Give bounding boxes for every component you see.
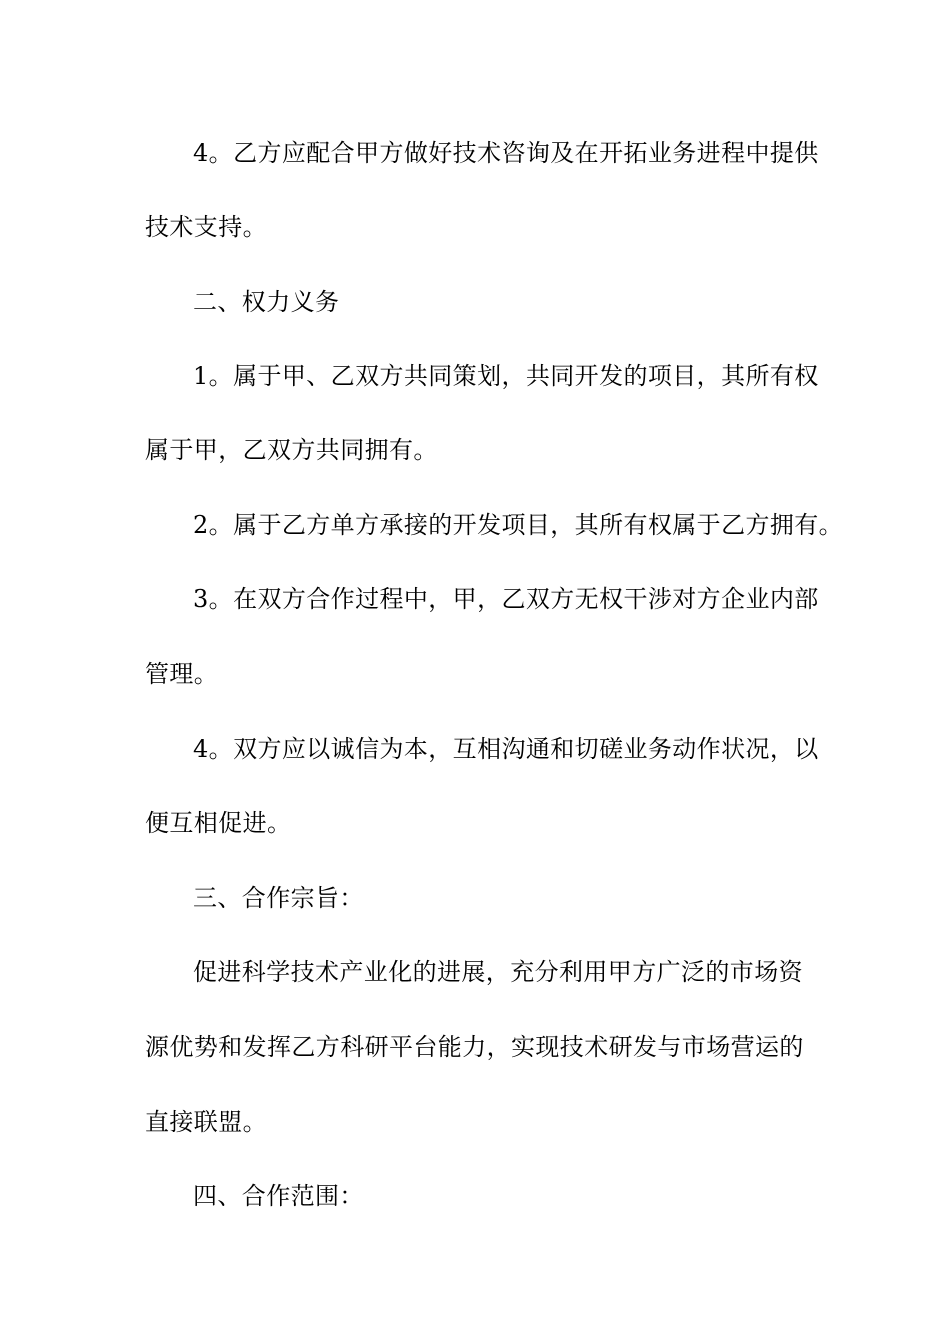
- clause-3-noninterference-line-2: 管理。: [145, 660, 219, 688]
- clause-4-communication-line-2: 便互相促进。: [145, 809, 292, 837]
- clause-1-ownership-line-2: 属于甲，乙双方共同拥有。: [145, 436, 438, 464]
- purpose-paragraph-line-1: 促进科学技术产业化的进展，充分利用甲方广泛的市场资: [193, 958, 803, 986]
- section-heading-cooperation-purpose: 三、合作宗旨：: [193, 884, 364, 912]
- clause-1-ownership-line-1: 1。属于甲、乙双方共同策划，共同开发的项目，其所有权: [193, 362, 819, 390]
- purpose-paragraph-line-3: 直接联盟。: [145, 1108, 267, 1136]
- clause-4-communication-line-1: 4。双方应以诚信为本，互相沟通和切磋业务动作状况，以: [193, 735, 819, 763]
- clause-2-ownership: 2。属于乙方单方承接的开发项目，其所有权属于乙方拥有。: [193, 511, 844, 539]
- clause-4-technical-support-line-1: 4。乙方应配合甲方做好技术咨询及在开拓业务进程中提供: [193, 139, 819, 167]
- section-heading-cooperation-scope: 四、合作范围：: [193, 1182, 364, 1210]
- purpose-paragraph-line-2: 源优势和发挥乙方科研平台能力，实现技术研发与市场营运的: [145, 1033, 804, 1061]
- section-heading-rights-obligations: 二、权力义务: [193, 288, 340, 316]
- clause-3-noninterference-line-1: 3。在双方合作过程中，甲，乙双方无权干涉对方企业内部: [193, 585, 819, 613]
- clause-4-technical-support-line-2: 技术支持。: [145, 213, 267, 241]
